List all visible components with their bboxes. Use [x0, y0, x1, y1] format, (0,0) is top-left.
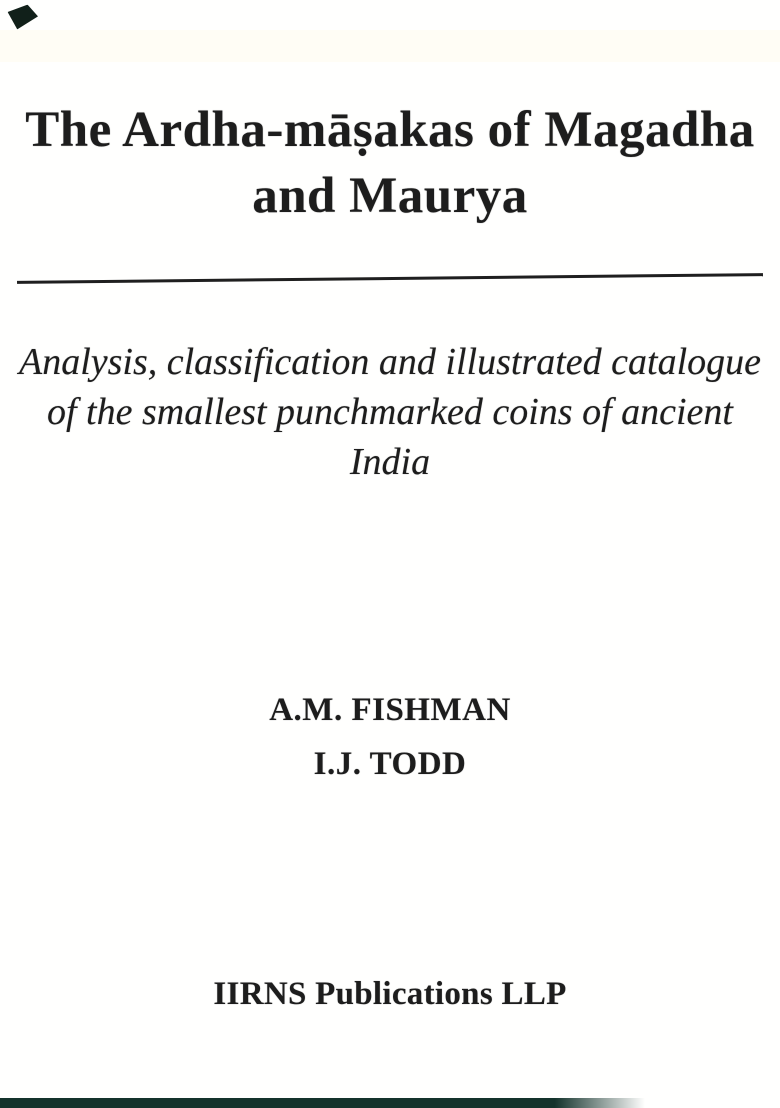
author-name: I.J. TODD [313, 746, 467, 782]
book-title-line1: The Ardha-māṣakas of Magadha [25, 102, 755, 158]
authors-block [0, 683, 780, 791]
scan-tint-band [0, 30, 780, 62]
scan-artifact-corner-mark [7, 4, 39, 30]
book-subtitle-line3: India [349, 441, 431, 483]
book-subtitle-line1: Analysis, classification and illustrated catalogue [18, 341, 761, 383]
author-name: A.M. FISHMAN [269, 692, 511, 728]
book-title [0, 100, 780, 226]
publisher-name: IIRNS Publications LLP [213, 976, 567, 1012]
book-subtitle-line2: of the smallest punchmarked coins of ancient [47, 391, 733, 433]
book-subtitle [0, 337, 780, 487]
book-title-line2: and Maurya [252, 168, 528, 224]
scan-artifact-bottom-strip [0, 1098, 645, 1108]
title-divider-rule [17, 273, 763, 284]
